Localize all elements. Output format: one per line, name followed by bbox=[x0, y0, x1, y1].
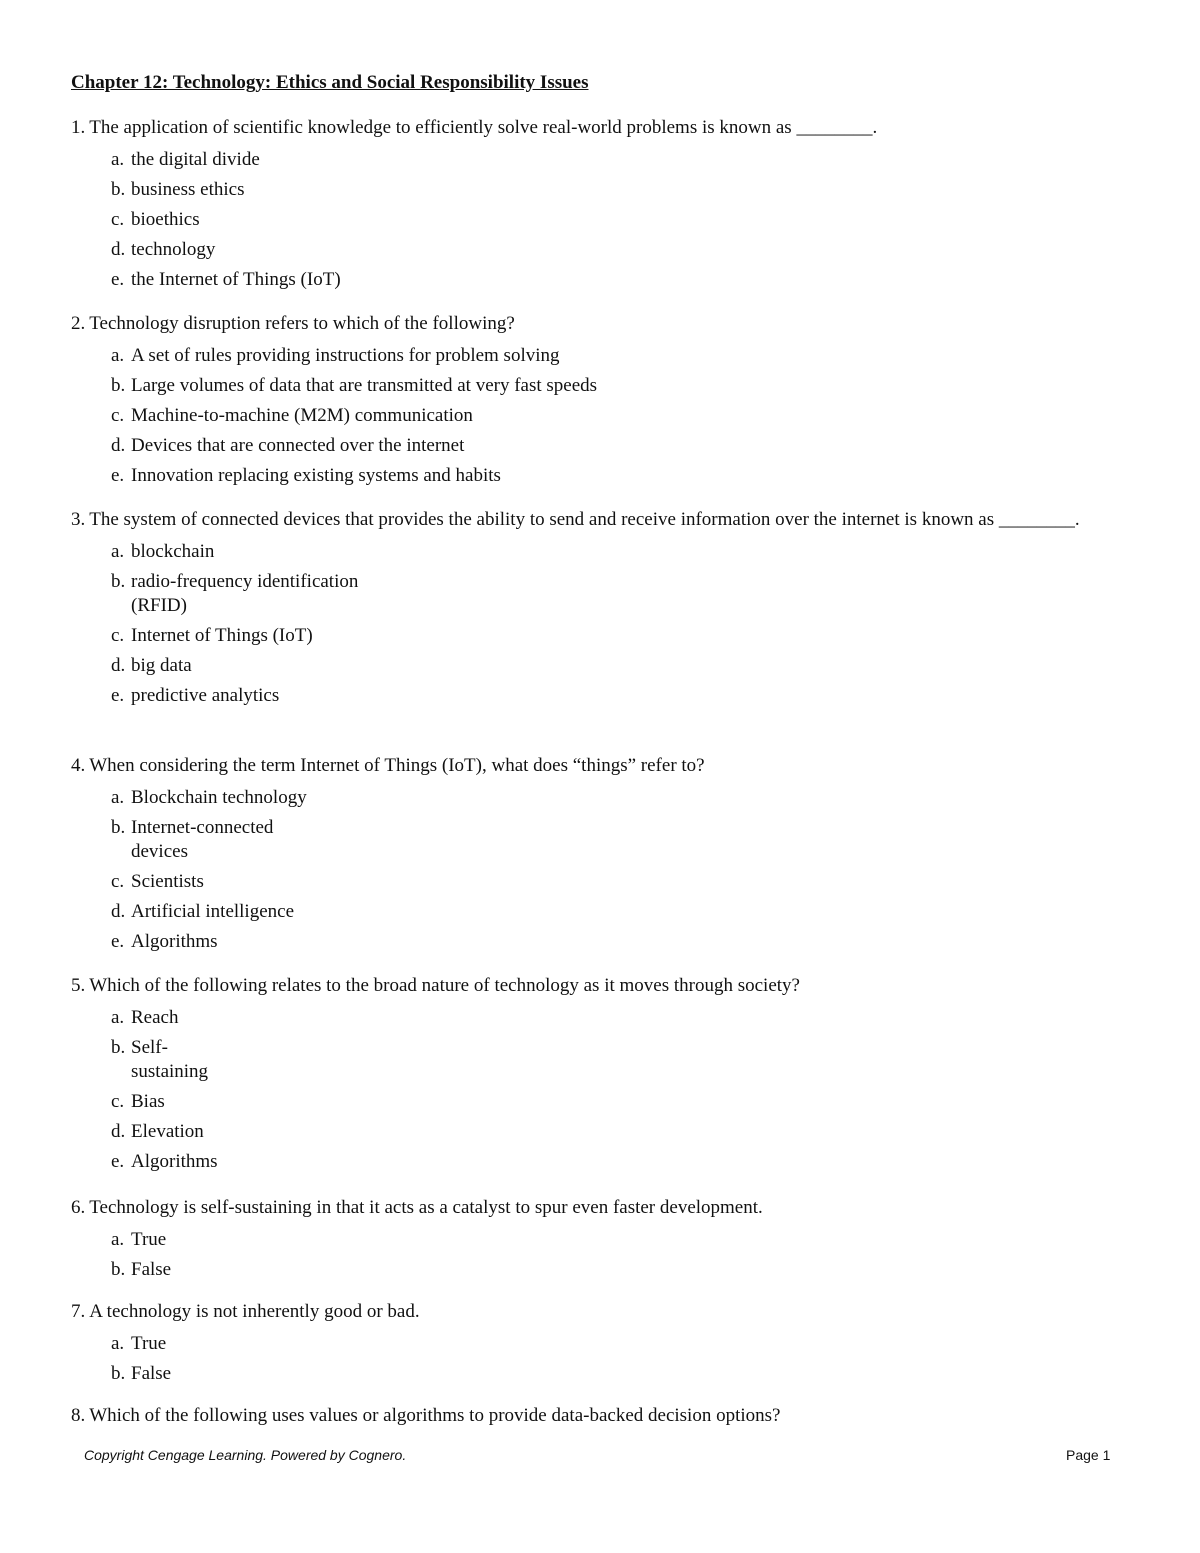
question-7 bbox=[71, 1298, 1131, 1386]
option-b bbox=[71, 1362, 1131, 1386]
question-8 bbox=[71, 1402, 1131, 1430]
option-letter: d. bbox=[111, 239, 126, 260]
option-text: blockchain bbox=[131, 541, 215, 562]
option-letter: c. bbox=[111, 871, 125, 892]
option-a bbox=[71, 1228, 1131, 1252]
question-text: Which of the following uses values or algorithms to provide data-backed decision options? bbox=[89, 1405, 781, 1426]
option-text: A set of rules providing instructions for problem solving bbox=[131, 345, 560, 366]
option-letter: b. bbox=[111, 1037, 126, 1058]
option-letter: b. bbox=[111, 1363, 126, 1384]
option-letter: a. bbox=[111, 345, 125, 366]
question-4 bbox=[71, 752, 1131, 954]
option-letter: c. bbox=[111, 625, 125, 646]
option-a bbox=[71, 1332, 1131, 1356]
footer-copyright: Copyright Cengage Learning. Powered by Cognero. bbox=[84, 1447, 407, 1463]
option-text: big data bbox=[131, 655, 192, 676]
option-e bbox=[71, 268, 1131, 292]
option-b bbox=[71, 1036, 1131, 1084]
option-letter: d. bbox=[111, 901, 126, 922]
option-text: True bbox=[131, 1229, 167, 1250]
option-letter: a. bbox=[111, 787, 125, 808]
option-d bbox=[71, 900, 1131, 924]
question-6 bbox=[71, 1194, 1131, 1282]
question-stem bbox=[71, 114, 1131, 142]
option-b bbox=[71, 178, 1131, 202]
option-e bbox=[71, 684, 1131, 708]
question-text: When considering the term Internet of Things (IoT), what does “things” refer to? bbox=[89, 755, 705, 776]
option-list bbox=[71, 786, 1131, 954]
option-text: Innovation replacing existing systems and habits bbox=[131, 465, 501, 486]
option-letter: b. bbox=[111, 179, 126, 200]
option-text: Large volumes of data that are transmitted at very fast speeds bbox=[131, 375, 598, 396]
question-number: 8. bbox=[71, 1405, 86, 1426]
option-letter: c. bbox=[111, 209, 125, 230]
option-text: radio-frequency identification (RFID) bbox=[131, 571, 359, 616]
option-letter: d. bbox=[111, 435, 126, 456]
option-text: False bbox=[131, 1259, 172, 1280]
option-d bbox=[71, 238, 1131, 262]
option-list bbox=[71, 344, 1131, 488]
option-letter: e. bbox=[111, 465, 125, 486]
option-c bbox=[71, 404, 1131, 428]
question-number: 4. bbox=[71, 755, 86, 776]
option-letter: d. bbox=[111, 1121, 126, 1142]
option-text: technology bbox=[131, 239, 216, 260]
question-number: 6. bbox=[71, 1197, 86, 1218]
option-list bbox=[71, 1228, 1131, 1282]
option-letter: b. bbox=[111, 375, 126, 396]
option-c bbox=[71, 624, 1131, 648]
question-stem bbox=[71, 1194, 1131, 1222]
option-b bbox=[71, 816, 1131, 864]
question-stem bbox=[71, 752, 1131, 780]
option-text: business ethics bbox=[131, 179, 245, 200]
option-c bbox=[71, 1090, 1131, 1114]
option-letter: e. bbox=[111, 1151, 125, 1172]
option-a bbox=[71, 786, 1131, 810]
question-text: Technology is self-sustaining in that it acts as a catalyst to spur even faster development. bbox=[89, 1197, 763, 1218]
question-text: Which of the following relates to the broad nature of technology as it moves through society? bbox=[89, 975, 800, 996]
option-letter: c. bbox=[111, 1091, 125, 1112]
chapter-title: Chapter 12: Technology: Ethics and Social Responsibility Issues bbox=[71, 72, 589, 93]
option-letter: b. bbox=[111, 571, 126, 592]
option-e bbox=[71, 464, 1131, 488]
option-letter: b. bbox=[111, 1259, 126, 1280]
question-number: 5. bbox=[71, 975, 86, 996]
question-stem bbox=[71, 972, 1131, 1000]
question-stem bbox=[71, 506, 1131, 534]
option-d bbox=[71, 1120, 1131, 1144]
option-text: Internet of Things (IoT) bbox=[131, 625, 313, 646]
option-c bbox=[71, 208, 1131, 232]
option-d bbox=[71, 434, 1131, 458]
option-b bbox=[71, 1258, 1131, 1282]
option-list bbox=[71, 1006, 1131, 1174]
question-1 bbox=[71, 114, 1131, 292]
option-list bbox=[71, 1332, 1131, 1386]
option-text: the Internet of Things (IoT) bbox=[131, 269, 341, 290]
option-text: False bbox=[131, 1363, 172, 1384]
option-text: Reach bbox=[131, 1007, 179, 1028]
option-letter: c. bbox=[111, 405, 125, 426]
question-text: Technology disruption refers to which of the following? bbox=[89, 313, 515, 334]
option-letter: e. bbox=[111, 931, 125, 952]
question-stem bbox=[71, 310, 1131, 338]
question-text: The application of scientific knowledge to efficiently solve real-world problems is known as ________. bbox=[89, 117, 878, 138]
option-a bbox=[71, 148, 1131, 172]
option-letter: a. bbox=[111, 1333, 125, 1354]
option-text: Artificial intelligence bbox=[131, 901, 295, 922]
option-text: Blockchain technology bbox=[131, 787, 307, 808]
option-text: Devices that are connected over the internet bbox=[131, 435, 465, 456]
option-a bbox=[71, 540, 1131, 564]
option-text: Scientists bbox=[131, 871, 204, 892]
option-letter: a. bbox=[111, 149, 125, 170]
option-letter: e. bbox=[111, 685, 125, 706]
option-e bbox=[71, 1150, 1131, 1174]
option-text: Machine-to-machine (M2M) communication bbox=[131, 405, 473, 426]
question-text: The system of connected devices that provides the ability to send and receive information over the internet is known as ________. bbox=[89, 509, 1080, 530]
option-text: the digital divide bbox=[131, 149, 260, 170]
option-list bbox=[71, 540, 1131, 708]
question-number: 7. bbox=[71, 1301, 86, 1322]
question-stem bbox=[71, 1298, 1131, 1326]
footer-page-number: Page 1 bbox=[1066, 1447, 1111, 1463]
option-text: bioethics bbox=[131, 209, 200, 230]
question-number: 2. bbox=[71, 313, 86, 334]
option-letter: a. bbox=[111, 541, 125, 562]
question-stem bbox=[71, 1402, 1131, 1430]
option-c bbox=[71, 870, 1131, 894]
question-number: 1. bbox=[71, 117, 86, 138]
option-text: predictive analytics bbox=[131, 685, 280, 706]
option-a bbox=[71, 344, 1131, 368]
option-text: Algorithms bbox=[131, 931, 218, 952]
option-text: True bbox=[131, 1333, 167, 1354]
option-letter: b. bbox=[111, 817, 126, 838]
option-letter: d. bbox=[111, 655, 126, 676]
option-text: Internet-connected devices bbox=[131, 817, 274, 862]
question-3 bbox=[71, 506, 1131, 708]
option-text: Self- sustaining bbox=[131, 1037, 209, 1082]
option-letter: e. bbox=[111, 269, 125, 290]
option-e bbox=[71, 930, 1131, 954]
question-number: 3. bbox=[71, 509, 86, 530]
option-letter: a. bbox=[111, 1007, 125, 1028]
option-text: Elevation bbox=[131, 1121, 204, 1142]
question-5 bbox=[71, 972, 1131, 1174]
option-list bbox=[71, 148, 1131, 292]
option-letter: a. bbox=[111, 1229, 125, 1250]
question-2 bbox=[71, 310, 1131, 488]
option-d bbox=[71, 654, 1131, 678]
option-text: Bias bbox=[131, 1091, 165, 1112]
option-b bbox=[71, 570, 1131, 618]
option-b bbox=[71, 374, 1131, 398]
question-text: A technology is not inherently good or bad. bbox=[89, 1301, 420, 1322]
option-a bbox=[71, 1006, 1131, 1030]
option-text: Algorithms bbox=[131, 1151, 218, 1172]
